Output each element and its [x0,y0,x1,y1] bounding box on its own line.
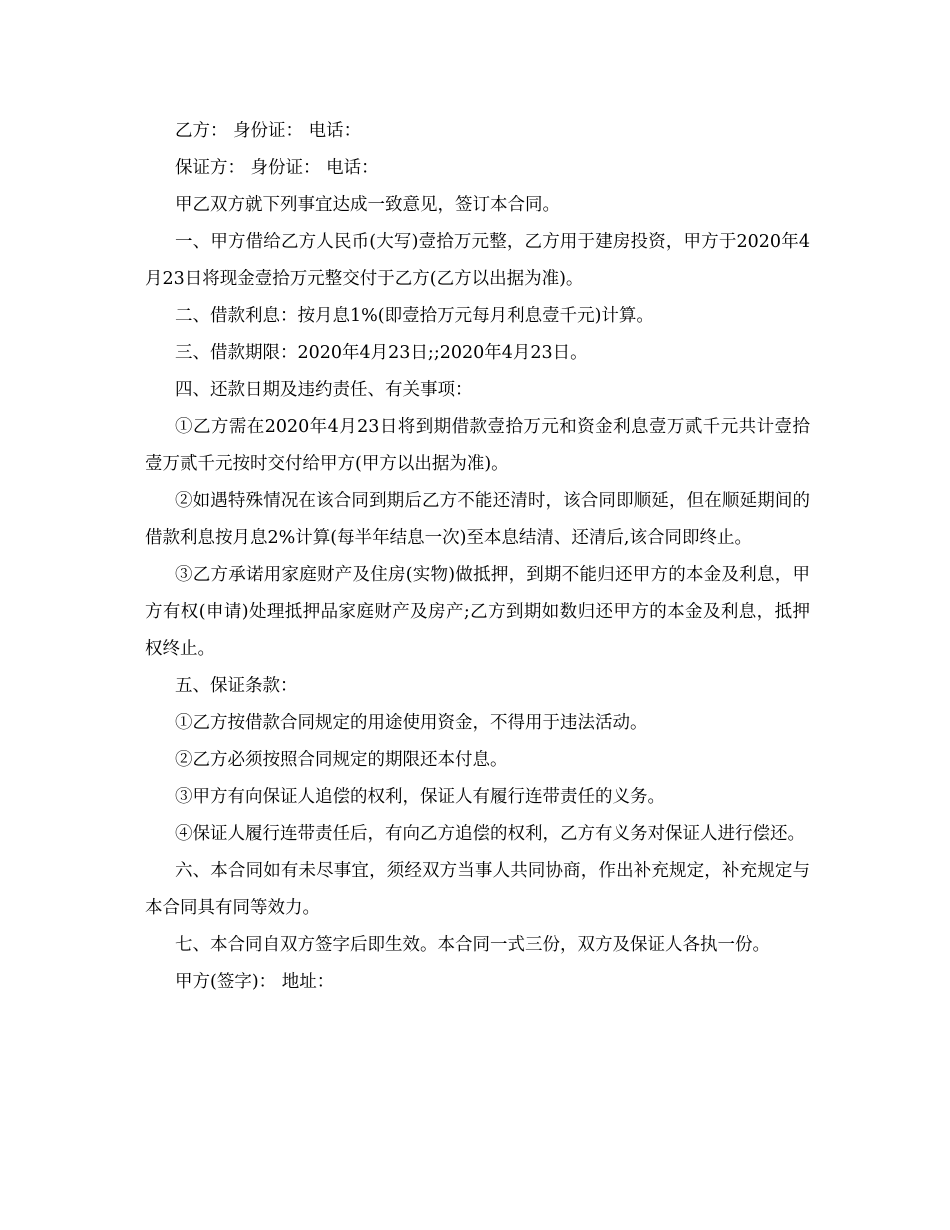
clause-4-heading: 四、还款日期及违约责任、有关事项： [175,380,473,400]
clause-3-term: 三、借款期限：2020年4月23日;;2020年4月23日。 [175,343,588,363]
contract-body [145,113,810,1001]
clause-1-loan-amount: 一、甲方借给乙方人民币(大写)壹拾万元整，乙方用于建房投资，甲方于2020年4月23日将现金壹拾万元整交付于乙方(乙方以出据为准)。 [145,232,810,289]
guarantor-line: 保证方： 身份证： 电话： [175,158,379,178]
clause-4-item-1: ①乙方需在2020年4月23日将到期借款壹拾万元和资金利息壹万贰千元共计壹拾壹万贰千元按时交付给甲方(甲方以出据为准)。 [145,417,810,474]
clause-4-item-3: ③乙方承诺用家庭财产及住房(实物)做抵押，到期不能归还甲方的本金及利息，甲方有权(申请)处理抵押品家庭财产及房产;乙方到期如数归还甲方的本金及利息，抵押权终止。 [145,565,810,659]
party-b-line: 乙方： 身份证： 电话： [175,121,362,141]
clause-5-item-4: ④保证人履行连带责任后，有向乙方追偿的权利，乙方有义务对保证人进行偿还。 [175,824,805,844]
clause-7-effect: 七、本合同自双方签字后即生效。本合同一式三份，双方及保证人各执一份。 [175,935,770,955]
clause-4-item-2: ②如遇特殊情况在该合同到期后乙方不能还清时，该合同即顺延，但在顺延期间的借款利息按月息2%计算(每半年结息一次)至本息结清、还清后,该合同即终止。 [145,491,810,548]
clause-6-supplement: 六、本合同如有未尽事宜，须经双方当事人共同协商，作出补充规定，补充规定与本合同具有同等效力。 [145,861,810,918]
clause-5-heading: 五、保证条款： [175,676,298,696]
clause-2-interest: 二、借款利息：按月息1%(即壹拾万元每月利息壹千元)计算。 [175,306,654,326]
clause-5-item-1: ①乙方按借款合同规定的用途使用资金，不得用于违法活动。 [175,713,648,733]
party-a-signature-line: 甲方(签字)： 地址： [175,972,335,992]
clause-5-item-2: ②乙方必须按照合同规定的期限还本付息。 [175,750,508,770]
clause-5-item-3: ③甲方有向保证人追偿的权利，保证人有履行连带责任的义务。 [175,787,665,807]
agreement-intro: 甲乙双方就下列事宜达成一致意见，签订本合同。 [175,195,560,215]
